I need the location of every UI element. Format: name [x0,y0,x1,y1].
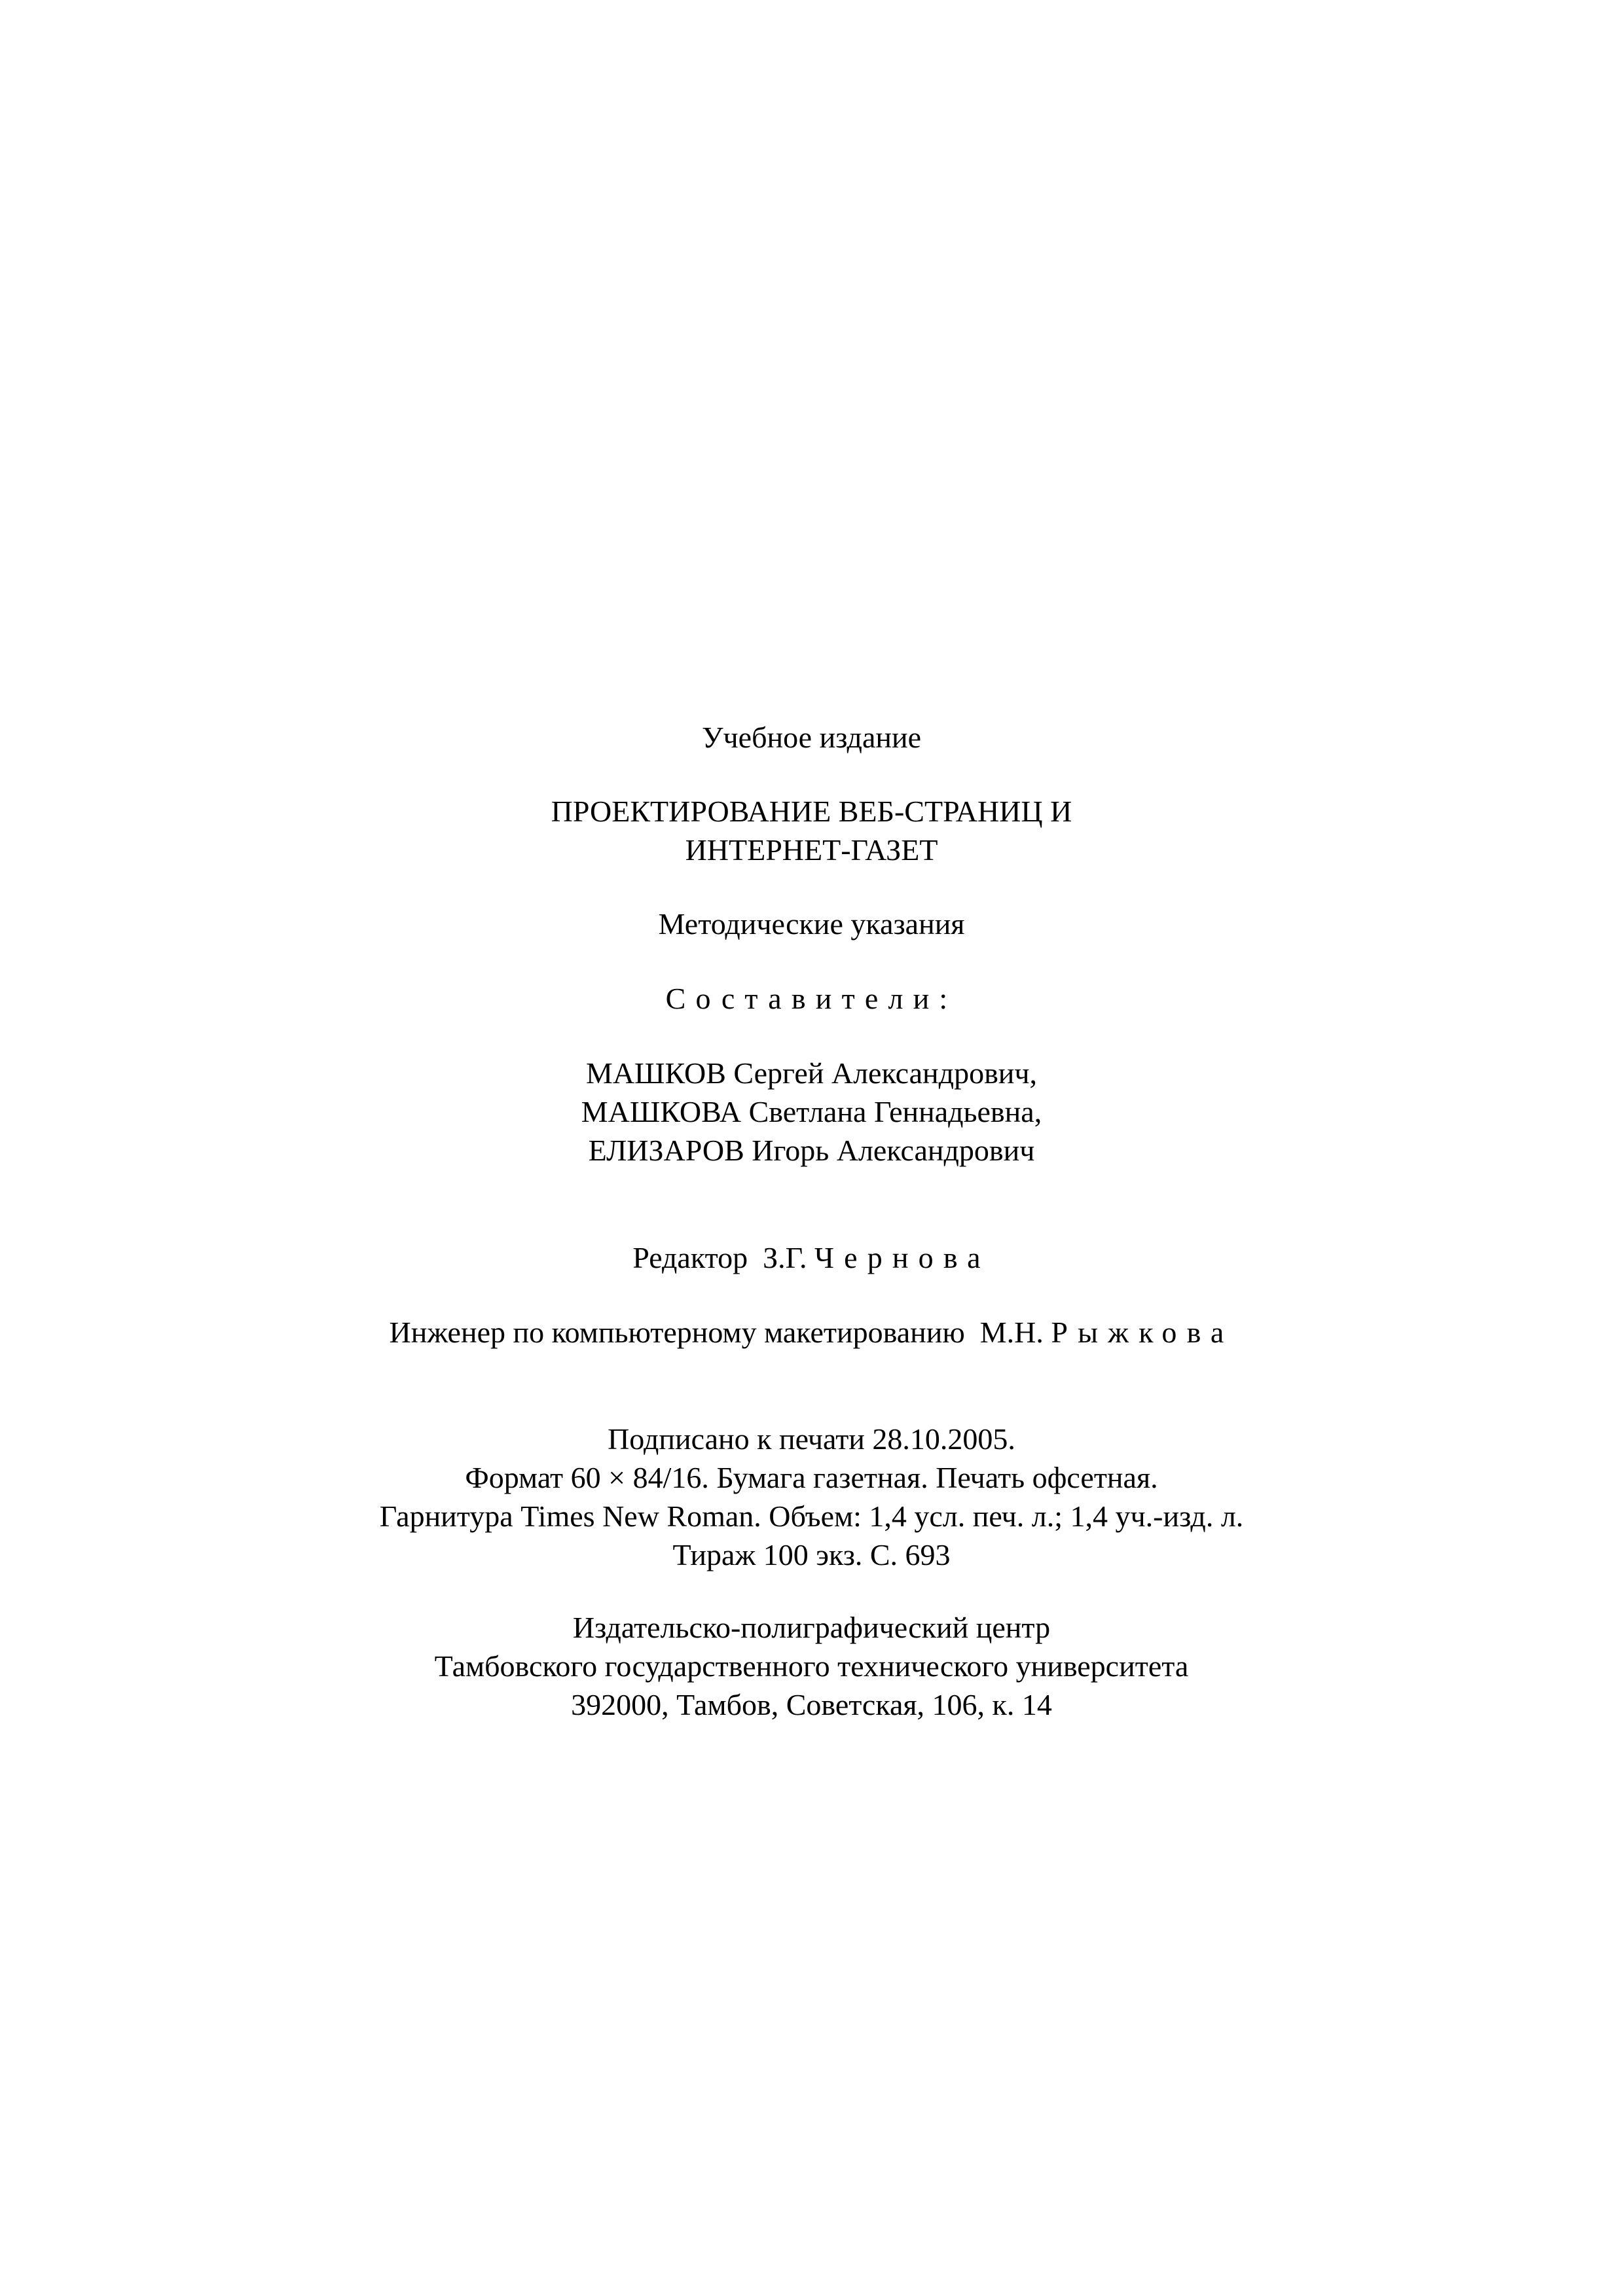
compiler-1: МАШКОВ Сергей Александрович, [585,1056,1038,1090]
editor-credit [0,1239,1623,1277]
title-line-2: ИНТЕРНЕТ-ГАЗЕТ [685,833,938,867]
compiler-3: ЕЛИЗАРОВ Игорь Александрович [588,1134,1035,1167]
layout-engineer-surname: Рыжкова [1051,1316,1234,1349]
publisher-address: 392000, Тамбов, Советская, 106, к. 14 [571,1688,1052,1721]
editor-label: Редактор [632,1241,748,1274]
editor-surname: Чернова [814,1241,991,1274]
title-line-1: ПРОЕКТИРОВАНИЕ ВЕБ-СТРАНИЦ И [551,795,1072,828]
layout-engineer-credit [0,1314,1623,1352]
edition-type: Учебное издание [701,721,922,754]
publisher-university: Тамбовского государственного технического университета [434,1649,1189,1683]
layout-engineer-label: Инженер по компьютерному макетированию [389,1316,965,1349]
print-info-format: Формат 60 × 84/16. Бумага газетная. Печать офсетная. [465,1461,1158,1494]
layout-engineer-initials: М.Н. [979,1316,1044,1349]
editor-initials: З.Г. [763,1241,807,1274]
print-info-signed: Подписано к печати 28.10.2005. [608,1422,1015,1456]
subtitle: Методические указания [658,907,965,941]
print-info-circulation: Тираж 100 экз. С. 693 [672,1538,951,1571]
compilers-heading: Составители: [665,982,958,1015]
compiler-2: МАШКОВА Светлана Геннадьевна, [581,1095,1042,1128]
publisher-name: Издательско-полиграфический центр [572,1611,1051,1644]
print-info-typeface: Гарнитура Times New Roman. Объем: 1,4 усл. печ. л.; 1,4 уч.-изд. л. [379,1499,1244,1533]
